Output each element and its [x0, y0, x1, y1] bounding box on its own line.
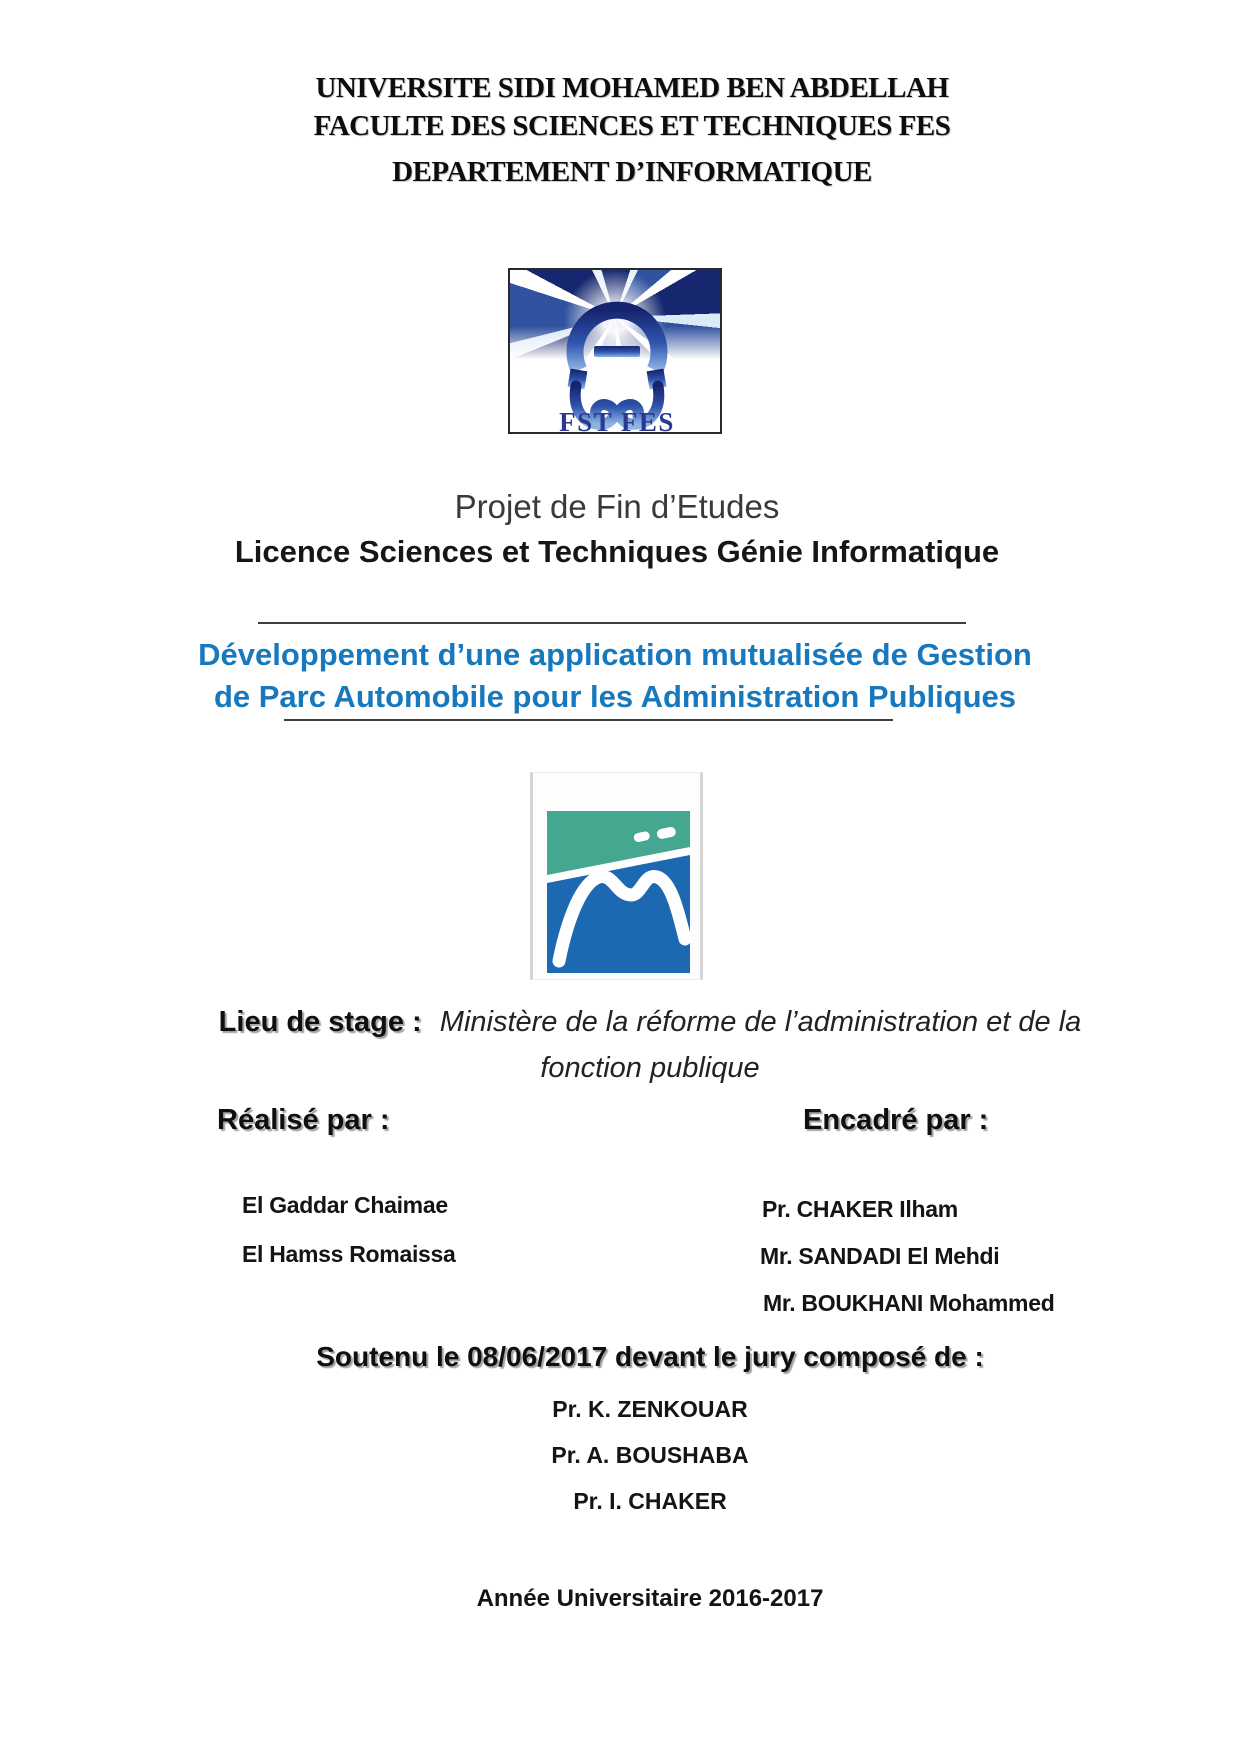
- internship-line: [59, 1006, 1241, 1039]
- academic-year: Année Universitaire 2016-2017: [476, 1585, 824, 1612]
- supervisor-name: Mr. BOUKHANI Mohammed: [763, 1290, 1055, 1316]
- supervisor-name: Pr. CHAKER Ilham: [762, 1196, 958, 1222]
- author-name: El Hamss Romaissa: [242, 1241, 456, 1267]
- supervisor-name: Mr. SANDADI El Mehdi: [760, 1243, 1000, 1269]
- author-name: El Gaddar Chaimae: [242, 1192, 448, 1218]
- report-title-line2: de Parc Automobile pour les Administration Publiques: [213, 679, 1017, 714]
- degree-name: Licence Sciences et Techniques Génie Informatique: [234, 534, 1000, 569]
- internship-label: Lieu de stage :: [218, 1006, 422, 1038]
- title-rule-bottom: [284, 719, 893, 721]
- project-type: Projet de Fin d’Etudes: [454, 488, 780, 525]
- internship-value-line2: fonction publique: [540, 1052, 760, 1084]
- fst-logo-caption: FST FES: [559, 407, 675, 436]
- fst-fes-logo: [508, 268, 722, 434]
- university-name: UNIVERSITE SIDI MOHAMED BEN ABDELLAH: [315, 72, 949, 104]
- jury-member: Pr. A. BOUSHABA: [551, 1442, 749, 1468]
- fst-logo-emblem: [510, 270, 722, 434]
- ministry-logo-mark: [547, 811, 690, 973]
- jury-member: Pr. K. ZENKOUAR: [552, 1396, 748, 1422]
- internship-value-line1: Ministère de la réforme de l’administration et de la: [439, 1006, 1082, 1038]
- defense-statement: Soutenu le 08/06/2017 devant le jury composé de :: [316, 1341, 984, 1372]
- faculty-name: FACULTE DES SCIENCES ET TECHNIQUES FES: [313, 110, 951, 142]
- report-title-line1: Développement d’une application mutualisée de Gestion: [198, 637, 1032, 672]
- title-rule-top: [258, 622, 966, 624]
- ministry-logo: [530, 772, 703, 980]
- department-name: DEPARTEMENT D’INFORMATIQUE: [392, 156, 872, 188]
- supervisors-label: Encadré par :: [803, 1104, 989, 1136]
- authors-label: Réalisé par :: [217, 1104, 390, 1136]
- jury-member: Pr. I. CHAKER: [573, 1488, 727, 1514]
